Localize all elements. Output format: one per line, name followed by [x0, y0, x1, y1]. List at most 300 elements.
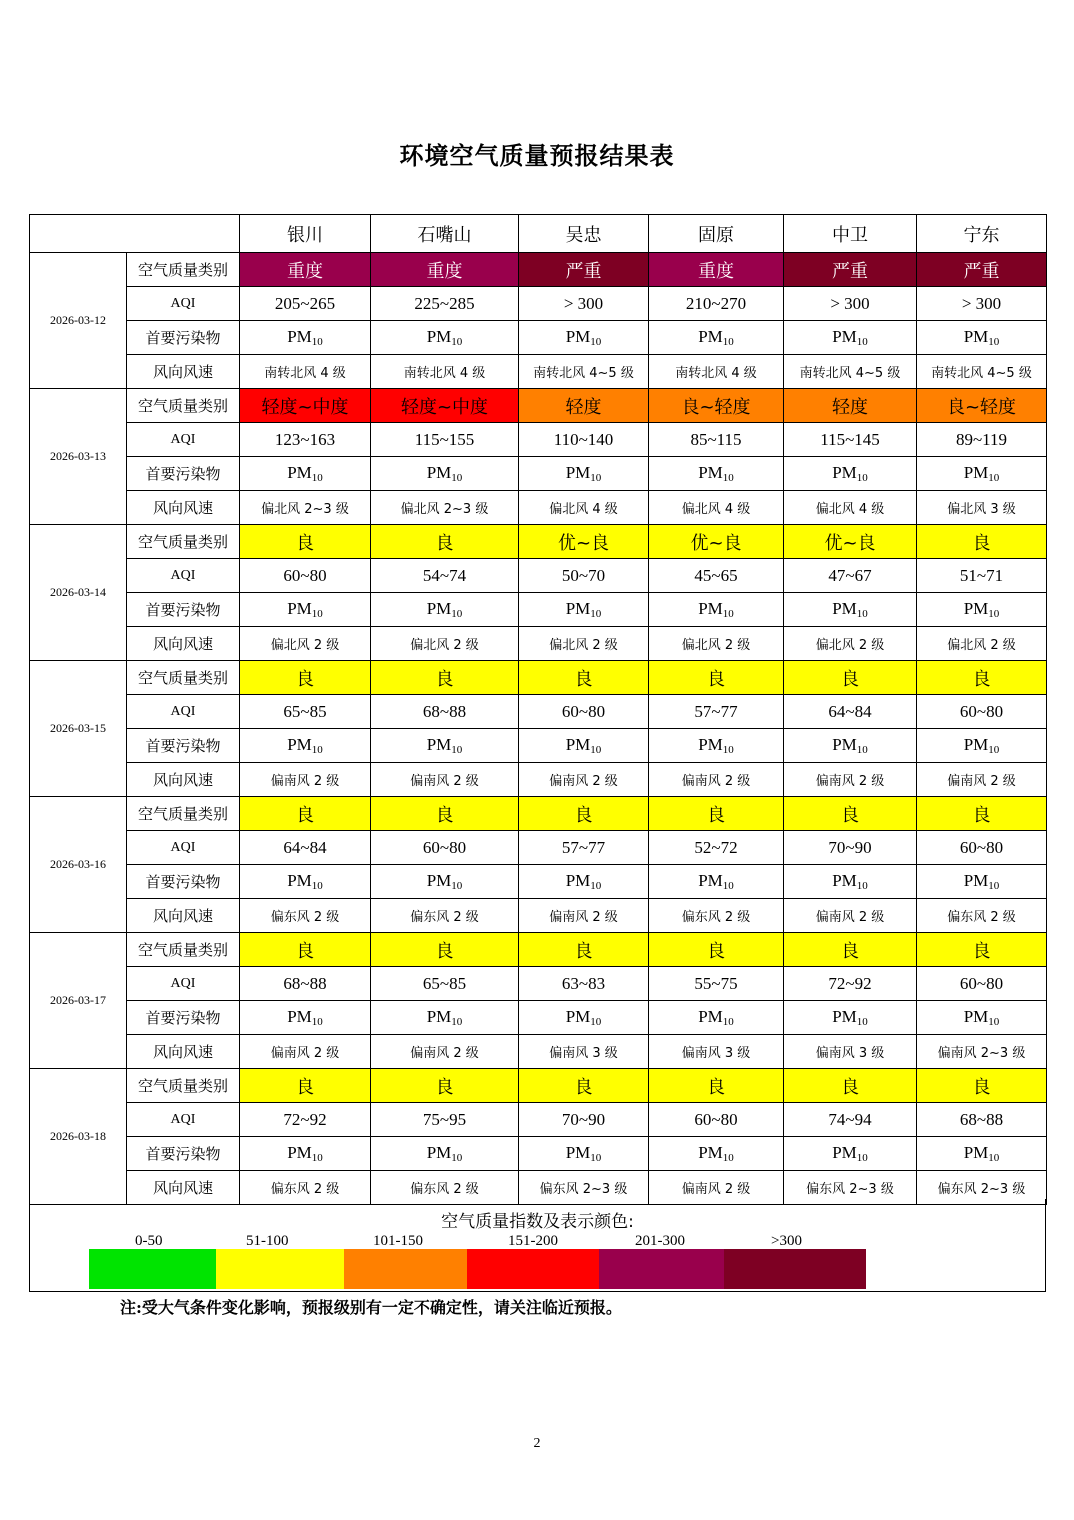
row-label-pollutant: 首要污染物 [127, 321, 240, 355]
aqi-range: 70~90 [519, 1103, 649, 1137]
pollutant-name: PM [963, 1143, 989, 1162]
legend-range-label: 151-200 [508, 1233, 558, 1249]
wind-direction-speed: 偏东风 2 级 [649, 899, 784, 933]
pollutant-subscript: 10 [451, 336, 463, 348]
wind-direction-speed: 偏南风 2 级 [519, 899, 649, 933]
primary-pollutant [784, 865, 917, 899]
category-row [30, 389, 1047, 423]
primary-pollutant [784, 321, 917, 355]
air-quality-category: 良 [240, 1069, 371, 1103]
pollutant-name: PM [963, 327, 989, 346]
pollutant-row [30, 457, 1047, 491]
row-label-category: 空气质量类别 [127, 525, 240, 559]
wind-row [30, 491, 1047, 525]
legend-swatch [344, 1249, 467, 1289]
primary-pollutant [649, 1001, 784, 1035]
air-quality-category: 良 [371, 525, 519, 559]
primary-pollutant [917, 1137, 1047, 1171]
category-row [30, 1069, 1047, 1103]
forecast-note: 注:受大气条件变化影响，预报级别有一定不确定性，请关注临近预报。 [120, 1298, 622, 1317]
row-label-category: 空气质量类别 [127, 1069, 240, 1103]
air-quality-category: 良 [240, 525, 371, 559]
pollutant-subscript: 10 [722, 1016, 734, 1028]
pollutant-subscript: 10 [856, 336, 868, 348]
wind-direction-speed: 偏北风 2 级 [649, 627, 784, 661]
pollutant-subscript: 10 [451, 880, 463, 892]
aqi-range: 110~140 [519, 423, 649, 457]
row-label-pollutant: 首要污染物 [127, 593, 240, 627]
pollutant-name: PM [287, 463, 312, 482]
aqi-range: 115~145 [784, 423, 917, 457]
wind-direction-speed: 偏东风 2~3 级 [784, 1171, 917, 1205]
wind-direction-speed: 偏南风 2 级 [649, 1171, 784, 1205]
city-header: 石嘴山 [371, 215, 519, 253]
row-label-wind: 风向风速 [127, 627, 240, 661]
aqi-range: 68~88 [371, 695, 519, 729]
wind-direction-speed: 偏北风 2 级 [240, 627, 371, 661]
pollutant-subscript: 10 [722, 608, 734, 620]
forecast-date: 2026-03-12 [30, 253, 127, 389]
primary-pollutant [519, 321, 649, 355]
legend-swatch [724, 1249, 866, 1289]
row-label-pollutant: 首要污染物 [127, 1001, 240, 1035]
aqi-range: > 300 [784, 287, 917, 321]
wind-direction-speed: 偏东风 2 级 [917, 899, 1047, 933]
aqi-range: 57~77 [519, 831, 649, 865]
pollutant-name: PM [832, 463, 857, 482]
air-quality-category: 良 [371, 797, 519, 831]
air-quality-category: 良 [649, 661, 784, 695]
air-quality-category: 严重 [784, 253, 917, 287]
air-quality-category: 良 [649, 1069, 784, 1103]
pollutant-name: PM [832, 599, 857, 618]
aqi-row [30, 1103, 1047, 1137]
wind-direction-speed: 偏北风 3 级 [917, 491, 1047, 525]
primary-pollutant [649, 457, 784, 491]
air-quality-category: 优~良 [649, 525, 784, 559]
primary-pollutant [240, 457, 371, 491]
aqi-range: 74~94 [784, 1103, 917, 1137]
wind-direction-speed: 偏北风 2 级 [519, 627, 649, 661]
category-row [30, 525, 1047, 559]
forecast-date: 2026-03-16 [30, 797, 127, 933]
pollutant-name: PM [832, 1007, 857, 1026]
row-label-wind: 风向风速 [127, 355, 240, 389]
wind-row [30, 899, 1047, 933]
wind-direction-speed: 偏南风 2 级 [519, 763, 649, 797]
air-quality-category: 良 [917, 797, 1047, 831]
air-quality-category: 重度 [240, 253, 371, 287]
pollutant-subscript: 10 [590, 744, 602, 756]
air-quality-category: 优~良 [784, 525, 917, 559]
page-title: 环境空气质量预报结果表 [399, 141, 675, 170]
aqi-row [30, 695, 1047, 729]
primary-pollutant [519, 729, 649, 763]
city-header: 固原 [649, 215, 784, 253]
row-label-wind: 风向风速 [127, 491, 240, 525]
aqi-range: 65~85 [240, 695, 371, 729]
air-quality-category: 良~轻度 [917, 389, 1047, 423]
aqi-range: 55~75 [649, 967, 784, 1001]
primary-pollutant [917, 457, 1047, 491]
air-quality-category: 良 [519, 1069, 649, 1103]
primary-pollutant [917, 593, 1047, 627]
air-quality-category: 良 [519, 797, 649, 831]
aqi-range: 225~285 [371, 287, 519, 321]
aqi-range: 45~65 [649, 559, 784, 593]
pollutant-name: PM [698, 599, 723, 618]
pollutant-row [30, 593, 1047, 627]
wind-direction-speed: 偏东风 2~3 级 [519, 1171, 649, 1205]
aqi-range: 60~80 [519, 695, 649, 729]
primary-pollutant [519, 593, 649, 627]
pollutant-name: PM [698, 327, 723, 346]
row-label-pollutant: 首要污染物 [127, 457, 240, 491]
wind-direction-speed: 偏北风 2 级 [371, 627, 519, 661]
air-quality-category: 良 [784, 797, 917, 831]
row-label-aqi: AQI [127, 559, 240, 593]
pollutant-subscript: 10 [856, 472, 868, 484]
primary-pollutant [240, 1137, 371, 1171]
primary-pollutant [649, 593, 784, 627]
pollutant-row [30, 321, 1047, 355]
primary-pollutant [371, 1001, 519, 1035]
wind-row [30, 627, 1047, 661]
air-quality-category: 良 [649, 933, 784, 967]
aqi-range: 65~85 [371, 967, 519, 1001]
aqi-range: 60~80 [917, 695, 1047, 729]
air-quality-category: 良~轻度 [649, 389, 784, 423]
air-quality-category: 良 [519, 933, 649, 967]
wind-direction-speed: 南转北风 4 级 [371, 355, 519, 389]
wind-direction-speed: 偏东风 2 级 [371, 899, 519, 933]
pollutant-subscript: 10 [451, 472, 463, 484]
pollutant-subscript: 10 [311, 1016, 323, 1028]
row-label-wind: 风向风速 [127, 1035, 240, 1069]
pollutant-name: PM [963, 463, 989, 482]
pollutant-subscript: 10 [590, 608, 602, 620]
forecast-date: 2026-03-14 [30, 525, 127, 661]
wind-direction-speed: 偏北风 2~3 级 [371, 491, 519, 525]
pollutant-subscript: 10 [988, 336, 1000, 348]
wind-direction-speed: 偏北风 4 级 [649, 491, 784, 525]
wind-direction-speed: 偏南风 3 级 [649, 1035, 784, 1069]
pollutant-subscript: 10 [988, 744, 1000, 756]
pollutant-subscript: 10 [451, 608, 463, 620]
wind-direction-speed: 南转北风 4~5 级 [519, 355, 649, 389]
wind-direction-speed: 偏东风 2 级 [240, 899, 371, 933]
pollutant-name: PM [963, 599, 989, 618]
pollutant-name: PM [698, 735, 723, 754]
aqi-row [30, 287, 1047, 321]
air-quality-category: 良 [371, 1069, 519, 1103]
row-label-pollutant: 首要污染物 [127, 1137, 240, 1171]
wind-direction-speed: 偏南风 2 级 [240, 763, 371, 797]
primary-pollutant [784, 457, 917, 491]
primary-pollutant [784, 1137, 917, 1171]
aqi-range: 205~265 [240, 287, 371, 321]
primary-pollutant [649, 321, 784, 355]
aqi-range: 51~71 [917, 559, 1047, 593]
pollutant-name: PM [832, 327, 857, 346]
wind-direction-speed: 偏北风 2 级 [917, 627, 1047, 661]
wind-direction-speed: 南转北风 4 级 [649, 355, 784, 389]
wind-direction-speed: 南转北风 4~5 级 [917, 355, 1047, 389]
pollutant-name: PM [426, 463, 452, 482]
aqi-range: 210~270 [649, 287, 784, 321]
row-label-wind: 风向风速 [127, 1171, 240, 1205]
pollutant-subscript: 10 [311, 744, 323, 756]
pollutant-name: PM [426, 735, 452, 754]
category-row [30, 661, 1047, 695]
pollutant-subscript: 10 [988, 1152, 1000, 1164]
air-quality-category: 良 [917, 933, 1047, 967]
aqi-row [30, 967, 1047, 1001]
primary-pollutant [240, 729, 371, 763]
primary-pollutant [917, 321, 1047, 355]
pollutant-name: PM [287, 1143, 312, 1162]
pollutant-name: PM [565, 327, 591, 346]
pollutant-name: PM [565, 871, 591, 890]
primary-pollutant [519, 1001, 649, 1035]
pollutant-subscript: 10 [451, 1152, 463, 1164]
legend-title: 空气质量指数及表示颜色: [441, 1212, 634, 1232]
aqi-row [30, 423, 1047, 457]
row-label-category: 空气质量类别 [127, 253, 240, 287]
legend-swatch [467, 1249, 599, 1289]
pollutant-subscript: 10 [722, 880, 734, 892]
pollutant-name: PM [426, 871, 452, 890]
aqi-row [30, 559, 1047, 593]
pollutant-row [30, 865, 1047, 899]
primary-pollutant [371, 593, 519, 627]
pollutant-name: PM [698, 463, 723, 482]
air-quality-category: 良 [649, 797, 784, 831]
pollutant-subscript: 10 [590, 472, 602, 484]
air-quality-category: 轻度 [784, 389, 917, 423]
city-header: 吴忠 [519, 215, 649, 253]
air-quality-category: 良 [240, 661, 371, 695]
primary-pollutant [649, 1137, 784, 1171]
primary-pollutant [649, 729, 784, 763]
air-quality-category: 轻度 [519, 389, 649, 423]
wind-direction-speed: 偏南风 2~3 级 [917, 1035, 1047, 1069]
air-quality-category: 优~良 [519, 525, 649, 559]
aqi-range: 52~72 [649, 831, 784, 865]
row-label-wind: 风向风速 [127, 763, 240, 797]
aqi-range: 54~74 [371, 559, 519, 593]
row-label-aqi: AQI [127, 695, 240, 729]
aqi-range: 60~80 [917, 831, 1047, 865]
wind-direction-speed: 偏东风 2 级 [240, 1171, 371, 1205]
pollutant-name: PM [565, 1007, 591, 1026]
pollutant-subscript: 10 [311, 880, 323, 892]
air-quality-category: 良 [240, 933, 371, 967]
pollutant-row [30, 729, 1047, 763]
legend-range-label: 51-100 [246, 1233, 289, 1249]
wind-direction-speed: 偏东风 2 级 [371, 1171, 519, 1205]
pollutant-subscript: 10 [311, 472, 323, 484]
pollutant-subscript: 10 [311, 336, 323, 348]
primary-pollutant [917, 1001, 1047, 1035]
aqi-range: 72~92 [240, 1103, 371, 1137]
aqi-range: 75~95 [371, 1103, 519, 1137]
air-quality-category: 重度 [371, 253, 519, 287]
legend-swatch [599, 1249, 724, 1289]
primary-pollutant [371, 321, 519, 355]
pollutant-subscript: 10 [722, 472, 734, 484]
pollutant-subscript: 10 [988, 472, 1000, 484]
primary-pollutant [371, 457, 519, 491]
legend-range-label: 101-150 [373, 1233, 423, 1249]
pollutant-name: PM [426, 1143, 452, 1162]
aqi-range: 57~77 [649, 695, 784, 729]
pollutant-name: PM [287, 871, 312, 890]
air-quality-category: 良 [917, 1069, 1047, 1103]
aqi-range: 60~80 [917, 967, 1047, 1001]
pollutant-subscript: 10 [856, 880, 868, 892]
air-quality-category: 良 [917, 525, 1047, 559]
aqi-range: 60~80 [240, 559, 371, 593]
forecast-table [29, 214, 1047, 1205]
pollutant-subscript: 10 [988, 1016, 1000, 1028]
city-header-row [30, 215, 1047, 253]
aqi-range: 68~88 [917, 1103, 1047, 1137]
air-quality-category: 良 [371, 933, 519, 967]
air-quality-category: 轻度~中度 [371, 389, 519, 423]
aqi-row [30, 831, 1047, 865]
pollutant-row [30, 1001, 1047, 1035]
row-label-pollutant: 首要污染物 [127, 865, 240, 899]
aqi-range: 64~84 [784, 695, 917, 729]
forecast-date: 2026-03-17 [30, 933, 127, 1069]
primary-pollutant [917, 729, 1047, 763]
header-corner-cell [30, 215, 240, 253]
primary-pollutant [519, 865, 649, 899]
aqi-range: 68~88 [240, 967, 371, 1001]
wind-direction-speed: 偏北风 4 级 [784, 491, 917, 525]
pollutant-name: PM [698, 1143, 723, 1162]
wind-direction-speed: 南转北风 4~5 级 [784, 355, 917, 389]
air-quality-category: 良 [519, 661, 649, 695]
wind-direction-speed: 偏南风 2 级 [917, 763, 1047, 797]
legend-swatch [216, 1249, 344, 1289]
pollutant-subscript: 10 [590, 336, 602, 348]
forecast-date: 2026-03-15 [30, 661, 127, 797]
pollutant-name: PM [832, 735, 857, 754]
row-label-category: 空气质量类别 [127, 389, 240, 423]
wind-direction-speed: 偏南风 2 级 [649, 763, 784, 797]
aqi-range: 64~84 [240, 831, 371, 865]
primary-pollutant [240, 1001, 371, 1035]
aqi-range: 50~70 [519, 559, 649, 593]
primary-pollutant [917, 865, 1047, 899]
pollutant-row [30, 1137, 1047, 1171]
wind-direction-speed: 偏南风 2 级 [784, 899, 917, 933]
aqi-range: 123~163 [240, 423, 371, 457]
pollutant-name: PM [426, 327, 452, 346]
pollutant-subscript: 10 [856, 1016, 868, 1028]
pollutant-subscript: 10 [722, 1152, 734, 1164]
air-quality-category: 良 [784, 933, 917, 967]
row-label-aqi: AQI [127, 831, 240, 865]
pollutant-name: PM [565, 463, 591, 482]
wind-direction-speed: 偏东风 2~3 级 [917, 1171, 1047, 1205]
pollutant-name: PM [832, 871, 857, 890]
aqi-range: 47~67 [784, 559, 917, 593]
pollutant-name: PM [565, 1143, 591, 1162]
pollutant-subscript: 10 [856, 1152, 868, 1164]
air-quality-category: 轻度~中度 [240, 389, 371, 423]
aqi-color-legend [29, 1199, 1046, 1292]
wind-row [30, 355, 1047, 389]
primary-pollutant [784, 593, 917, 627]
primary-pollutant [519, 1137, 649, 1171]
primary-pollutant [240, 321, 371, 355]
pollutant-name: PM [698, 1007, 723, 1026]
pollutant-subscript: 10 [722, 336, 734, 348]
category-row [30, 797, 1047, 831]
wind-direction-speed: 偏南风 3 级 [519, 1035, 649, 1069]
wind-direction-speed: 偏南风 2 级 [371, 763, 519, 797]
pollutant-name: PM [287, 1007, 312, 1026]
aqi-range: 85~115 [649, 423, 784, 457]
air-quality-category: 严重 [917, 253, 1047, 287]
aqi-range: 89~119 [917, 423, 1047, 457]
row-label-aqi: AQI [127, 1103, 240, 1137]
pollutant-name: PM [287, 735, 312, 754]
pollutant-subscript: 10 [311, 1152, 323, 1164]
primary-pollutant [784, 1001, 917, 1035]
wind-direction-speed: 南转北风 4 级 [240, 355, 371, 389]
category-row [30, 933, 1047, 967]
legend-range-label: 201-300 [635, 1233, 685, 1249]
forecast-date: 2026-03-13 [30, 389, 127, 525]
aqi-range: 63~83 [519, 967, 649, 1001]
pollutant-name: PM [565, 735, 591, 754]
pollutant-name: PM [426, 599, 452, 618]
aqi-range: 60~80 [649, 1103, 784, 1137]
pollutant-name: PM [287, 599, 312, 618]
primary-pollutant [371, 1137, 519, 1171]
row-label-aqi: AQI [127, 287, 240, 321]
pollutant-name: PM [832, 1143, 857, 1162]
pollutant-subscript: 10 [590, 1152, 602, 1164]
legend-range-label: 0-50 [135, 1233, 163, 1249]
pollutant-subscript: 10 [856, 608, 868, 620]
pollutant-name: PM [963, 1007, 989, 1026]
city-header: 中卫 [784, 215, 917, 253]
pollutant-subscript: 10 [451, 744, 463, 756]
pollutant-subscript: 10 [311, 608, 323, 620]
row-label-pollutant: 首要污染物 [127, 729, 240, 763]
legend-range-label: >300 [771, 1233, 802, 1249]
forecast-date: 2026-03-18 [30, 1069, 127, 1205]
air-quality-category: 良 [917, 661, 1047, 695]
aqi-range: 72~92 [784, 967, 917, 1001]
aqi-range: 60~80 [371, 831, 519, 865]
aqi-range: > 300 [917, 287, 1047, 321]
wind-direction-speed: 偏南风 2 级 [240, 1035, 371, 1069]
pollutant-subscript: 10 [590, 1016, 602, 1028]
pollutant-name: PM [963, 735, 989, 754]
row-label-category: 空气质量类别 [127, 933, 240, 967]
pollutant-name: PM [287, 327, 312, 346]
city-header: 宁东 [917, 215, 1047, 253]
wind-direction-speed: 偏南风 2 级 [784, 763, 917, 797]
air-quality-category: 良 [784, 1069, 917, 1103]
air-quality-category: 良 [784, 661, 917, 695]
